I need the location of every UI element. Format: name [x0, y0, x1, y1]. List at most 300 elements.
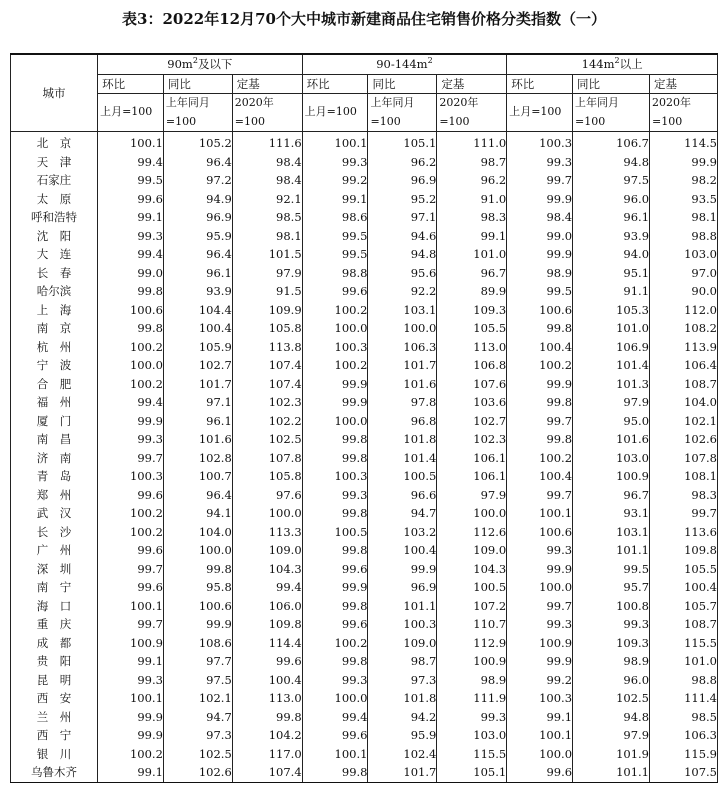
index-value: 100.3 [507, 132, 573, 153]
index-value: 99.8 [98, 319, 164, 338]
index-value: 100.3 [98, 467, 164, 486]
index-value: 96.2 [437, 171, 507, 190]
index-value: 107.8 [232, 449, 302, 468]
header-base-last-month: 上月=100 [98, 94, 164, 132]
index-value: 100.0 [302, 412, 368, 431]
index-value: 99.3 [98, 671, 164, 690]
index-value: 100.1 [98, 132, 164, 153]
header-group-over-144: $144m^2$以上 [507, 54, 718, 74]
index-value: 99.4 [98, 393, 164, 412]
index-value: 106.1 [437, 467, 507, 486]
index-value: 106.1 [437, 449, 507, 468]
index-value: 98.9 [573, 652, 650, 671]
index-value: 99.8 [302, 430, 368, 449]
city-name: 成 都 [11, 634, 98, 653]
index-value: 96.4 [163, 153, 232, 172]
index-value: 97.9 [573, 726, 650, 745]
index-value: 99.0 [98, 264, 164, 283]
table-row [11, 726, 718, 745]
city-name: 广 州 [11, 541, 98, 560]
header-yoy: 同比 [573, 74, 650, 94]
header-base-last-year: 上年同月=100 [573, 94, 650, 132]
index-value: 107.5 [650, 763, 718, 782]
index-value: 97.6 [232, 486, 302, 505]
index-value: 102.1 [163, 689, 232, 708]
index-value: 99.9 [368, 560, 437, 579]
index-value: 106.3 [650, 726, 718, 745]
index-value: 95.9 [368, 726, 437, 745]
index-value: 106.3 [368, 338, 437, 357]
header-base-last-month: 上月=100 [302, 94, 368, 132]
index-value: 113.0 [437, 338, 507, 357]
index-value: 94.7 [163, 708, 232, 727]
index-value: 100.4 [507, 467, 573, 486]
index-value: 101.6 [163, 430, 232, 449]
index-value: 99.9 [507, 375, 573, 394]
table-row [11, 745, 718, 764]
index-value: 102.4 [368, 745, 437, 764]
index-value: 113.9 [650, 338, 718, 357]
city-name: 厦 门 [11, 412, 98, 431]
index-value: 100.1 [507, 504, 573, 523]
index-value: 109.3 [437, 301, 507, 320]
index-value: 101.7 [368, 356, 437, 375]
index-value: 113.0 [232, 689, 302, 708]
index-value: 99.6 [98, 486, 164, 505]
index-value: 100.6 [163, 597, 232, 616]
index-value: 100.0 [437, 504, 507, 523]
index-value: 113.3 [232, 523, 302, 542]
index-value: 94.8 [573, 708, 650, 727]
index-value: 99.9 [302, 578, 368, 597]
index-value: 103.0 [573, 449, 650, 468]
header-fixed-base: 定基 [650, 74, 718, 94]
index-value: 96.1 [573, 208, 650, 227]
index-value: 106.7 [573, 132, 650, 153]
index-value: 111.6 [232, 132, 302, 153]
index-value: 111.9 [437, 689, 507, 708]
index-value: 109.0 [437, 541, 507, 560]
index-value: 93.9 [163, 282, 232, 301]
index-value: 99.1 [98, 208, 164, 227]
city-name: 石家庄 [11, 171, 98, 190]
index-value: 100.9 [98, 634, 164, 653]
index-value: 99.9 [507, 560, 573, 579]
index-value: 91.5 [232, 282, 302, 301]
index-value: 96.9 [368, 578, 437, 597]
index-value: 94.9 [163, 190, 232, 209]
index-value: 103.0 [650, 245, 718, 264]
index-value: 100.4 [232, 671, 302, 690]
index-value: 96.7 [437, 264, 507, 283]
city-name: 银 川 [11, 745, 98, 764]
index-value: 113.8 [232, 338, 302, 357]
index-value: 100.2 [302, 356, 368, 375]
table-row [11, 338, 718, 357]
table-row [11, 264, 718, 283]
index-value: 101.0 [437, 245, 507, 264]
index-value: 97.3 [163, 726, 232, 745]
index-value: 97.5 [573, 171, 650, 190]
index-value: 101.5 [232, 245, 302, 264]
index-value: 103.1 [573, 523, 650, 542]
index-value: 106.0 [232, 597, 302, 616]
index-value: 100.2 [507, 356, 573, 375]
index-value: 100.2 [98, 504, 164, 523]
header-base-2020: 2020年=100 [437, 94, 507, 132]
index-value: 105.8 [232, 467, 302, 486]
table-row [11, 227, 718, 246]
index-value: 98.3 [437, 208, 507, 227]
city-name: 北 京 [11, 132, 98, 153]
index-value: 100.0 [302, 319, 368, 338]
index-value: 94.8 [368, 245, 437, 264]
header-yoy: 同比 [368, 74, 437, 94]
table-row [11, 393, 718, 412]
city-name: 郑 州 [11, 486, 98, 505]
index-value: 98.5 [650, 708, 718, 727]
index-value: 109.8 [232, 615, 302, 634]
index-value: 110.7 [437, 615, 507, 634]
index-value: 117.0 [232, 745, 302, 764]
city-name: 昆 明 [11, 671, 98, 690]
index-value: 114.4 [232, 634, 302, 653]
index-value: 100.3 [302, 338, 368, 357]
index-value: 99.8 [302, 763, 368, 782]
index-value: 97.3 [368, 671, 437, 690]
city-name: 济 南 [11, 449, 98, 468]
index-value: 98.4 [232, 171, 302, 190]
index-value: 93.1 [573, 504, 650, 523]
index-value: 93.9 [573, 227, 650, 246]
table-row [11, 708, 718, 727]
index-value: 94.2 [368, 708, 437, 727]
header-city: 城市 [11, 54, 98, 132]
index-value: 99.5 [302, 245, 368, 264]
index-value: 99.8 [232, 708, 302, 727]
index-value: 102.3 [437, 430, 507, 449]
index-value: 100.2 [302, 634, 368, 653]
table-row [11, 171, 718, 190]
index-value: 99.9 [302, 375, 368, 394]
table-row [11, 356, 718, 375]
index-value: 100.9 [573, 467, 650, 486]
index-value: 97.1 [163, 393, 232, 412]
index-value: 96.6 [368, 486, 437, 505]
index-value: 98.6 [302, 208, 368, 227]
index-value: 97.5 [163, 671, 232, 690]
index-value: 107.2 [437, 597, 507, 616]
index-value: 89.9 [437, 282, 507, 301]
city-name: 兰 州 [11, 708, 98, 727]
header-group-under-90: $90m^2$及以下 [98, 54, 303, 74]
city-name: 重 庆 [11, 615, 98, 634]
index-value: 98.8 [302, 264, 368, 283]
city-name: 长 沙 [11, 523, 98, 542]
index-value: 102.3 [232, 393, 302, 412]
index-value: 96.4 [163, 486, 232, 505]
index-value: 99.3 [573, 615, 650, 634]
index-value: 101.7 [368, 763, 437, 782]
index-value: 99.3 [507, 615, 573, 634]
index-value: 105.9 [163, 338, 232, 357]
index-value: 104.3 [232, 560, 302, 579]
table-row [11, 615, 718, 634]
city-name: 杭 州 [11, 338, 98, 357]
index-value: 99.8 [163, 560, 232, 579]
index-value: 99.4 [232, 578, 302, 597]
index-value: 109.3 [573, 634, 650, 653]
index-value: 99.4 [98, 153, 164, 172]
index-value: 95.7 [573, 578, 650, 597]
index-value: 97.2 [163, 171, 232, 190]
city-name: 长 春 [11, 264, 98, 283]
index-value: 98.4 [507, 208, 573, 227]
index-value: 99.5 [302, 227, 368, 246]
index-value: 96.8 [368, 412, 437, 431]
index-value: 98.8 [650, 671, 718, 690]
index-value: 101.6 [573, 430, 650, 449]
table-row [11, 597, 718, 616]
index-value: 99.6 [98, 190, 164, 209]
index-value: 100.3 [507, 689, 573, 708]
index-value: 99.4 [302, 708, 368, 727]
index-value: 99.6 [302, 282, 368, 301]
header-mom: 环比 [98, 74, 164, 94]
index-value: 99.8 [507, 393, 573, 412]
index-value: 109.0 [368, 634, 437, 653]
index-value: 102.6 [163, 763, 232, 782]
city-name: 南 京 [11, 319, 98, 338]
index-value: 100.5 [302, 523, 368, 542]
table-row [11, 689, 718, 708]
index-value: 107.4 [232, 763, 302, 782]
index-value: 96.9 [163, 208, 232, 227]
index-value: 102.5 [163, 745, 232, 764]
city-name: 上 海 [11, 301, 98, 320]
city-name: 武 汉 [11, 504, 98, 523]
index-value: 99.7 [507, 171, 573, 190]
index-value: 92.1 [232, 190, 302, 209]
table-row [11, 449, 718, 468]
city-name: 贵 阳 [11, 652, 98, 671]
index-value: 105.5 [650, 560, 718, 579]
index-value: 100.0 [232, 504, 302, 523]
index-value: 99.6 [302, 726, 368, 745]
header-yoy: 同比 [163, 74, 232, 94]
table-row [11, 541, 718, 560]
index-value: 115.9 [650, 745, 718, 764]
city-name: 南 宁 [11, 578, 98, 597]
index-value: 97.9 [232, 264, 302, 283]
index-value: 99.9 [507, 652, 573, 671]
index-value: 99.3 [507, 153, 573, 172]
table-row [11, 671, 718, 690]
header-fixed-base: 定基 [232, 74, 302, 94]
index-value: 104.0 [650, 393, 718, 412]
index-value: 99.9 [98, 726, 164, 745]
index-value: 99.8 [302, 449, 368, 468]
index-value: 94.7 [368, 504, 437, 523]
index-value: 90.0 [650, 282, 718, 301]
index-value: 98.1 [650, 208, 718, 227]
index-value: 99.3 [437, 708, 507, 727]
index-value: 100.4 [163, 319, 232, 338]
table-row [11, 430, 718, 449]
index-value: 103.0 [437, 726, 507, 745]
index-value: 99.9 [302, 393, 368, 412]
table-body [11, 132, 718, 783]
index-value: 100.1 [507, 726, 573, 745]
city-name: 太 原 [11, 190, 98, 209]
header-base-last-year: 上年同月=100 [163, 94, 232, 132]
index-value: 97.7 [163, 652, 232, 671]
index-value: 98.5 [232, 208, 302, 227]
index-value: 107.4 [232, 356, 302, 375]
index-value: 100.0 [507, 578, 573, 597]
table-row [11, 375, 718, 394]
index-value: 100.0 [98, 356, 164, 375]
index-value: 100.5 [437, 578, 507, 597]
header-fixed-base: 定基 [437, 74, 507, 94]
index-value: 99.1 [302, 190, 368, 209]
index-value: 96.4 [163, 245, 232, 264]
city-name: 天 津 [11, 153, 98, 172]
city-name: 乌鲁木齐 [11, 763, 98, 782]
index-value: 105.3 [573, 301, 650, 320]
table-row [11, 132, 718, 153]
index-value: 107.4 [232, 375, 302, 394]
index-value: 94.6 [368, 227, 437, 246]
index-value: 100.9 [507, 634, 573, 653]
index-value: 101.8 [368, 430, 437, 449]
index-value: 98.4 [232, 153, 302, 172]
index-value: 97.9 [437, 486, 507, 505]
price-index-table [10, 53, 718, 783]
index-value: 96.0 [573, 671, 650, 690]
city-name: 宁 波 [11, 356, 98, 375]
index-value: 99.7 [98, 560, 164, 579]
index-value: 100.4 [368, 541, 437, 560]
index-value: 108.7 [650, 615, 718, 634]
index-value: 99.6 [232, 652, 302, 671]
index-value: 95.8 [163, 578, 232, 597]
index-value: 94.8 [573, 153, 650, 172]
index-value: 99.6 [507, 763, 573, 782]
index-value: 104.0 [163, 523, 232, 542]
header-mom: 环比 [302, 74, 368, 94]
header-base-2020: 2020年=100 [650, 94, 718, 132]
table-row [11, 763, 718, 782]
index-value: 100.2 [98, 338, 164, 357]
index-value: 98.9 [437, 671, 507, 690]
index-value: 99.1 [98, 652, 164, 671]
header-base-last-month: 上月=100 [507, 94, 573, 132]
index-value: 95.1 [573, 264, 650, 283]
index-value: 103.2 [368, 523, 437, 542]
header-mom: 环比 [507, 74, 573, 94]
index-value: 100.2 [98, 375, 164, 394]
index-value: 104.4 [163, 301, 232, 320]
city-name: 呼和浩特 [11, 208, 98, 227]
index-value: 100.2 [302, 301, 368, 320]
index-value: 92.2 [368, 282, 437, 301]
index-value: 96.1 [163, 412, 232, 431]
index-value: 98.2 [650, 171, 718, 190]
index-value: 108.2 [650, 319, 718, 338]
index-value: 97.1 [368, 208, 437, 227]
index-value: 99.7 [650, 504, 718, 523]
index-value: 111.0 [437, 132, 507, 153]
table-row [11, 578, 718, 597]
index-value: 100.9 [437, 652, 507, 671]
index-value: 99.9 [98, 708, 164, 727]
index-value: 100.4 [650, 578, 718, 597]
index-value: 99.9 [650, 153, 718, 172]
index-value: 99.9 [98, 412, 164, 431]
table-row [11, 282, 718, 301]
table-row [11, 652, 718, 671]
index-value: 99.8 [98, 282, 164, 301]
city-name: 哈尔滨 [11, 282, 98, 301]
header-base-2020: 2020年=100 [232, 94, 302, 132]
index-value: 99.3 [98, 227, 164, 246]
index-value: 99.8 [507, 319, 573, 338]
index-value: 101.1 [573, 541, 650, 560]
index-value: 99.8 [302, 652, 368, 671]
index-value: 100.3 [302, 467, 368, 486]
index-value: 101.3 [573, 375, 650, 394]
table-row [11, 190, 718, 209]
city-name: 合 肥 [11, 375, 98, 394]
index-value: 100.6 [507, 301, 573, 320]
index-value: 102.5 [573, 689, 650, 708]
index-value: 96.0 [573, 190, 650, 209]
index-value: 95.6 [368, 264, 437, 283]
city-name: 海 口 [11, 597, 98, 616]
index-value: 101.8 [368, 689, 437, 708]
index-value: 108.7 [650, 375, 718, 394]
index-value: 98.3 [650, 486, 718, 505]
index-value: 108.1 [650, 467, 718, 486]
index-value: 95.2 [368, 190, 437, 209]
table-row [11, 634, 718, 653]
index-value: 102.5 [232, 430, 302, 449]
table-row [11, 245, 718, 264]
index-value: 99.3 [98, 430, 164, 449]
index-value: 99.6 [98, 578, 164, 597]
index-value: 98.1 [232, 227, 302, 246]
index-value: 97.8 [368, 393, 437, 412]
index-value: 99.7 [507, 597, 573, 616]
city-name: 大 连 [11, 245, 98, 264]
index-value: 99.3 [302, 671, 368, 690]
index-value: 99.9 [507, 245, 573, 264]
index-value: 99.3 [302, 486, 368, 505]
index-value: 113.6 [650, 523, 718, 542]
index-value: 98.9 [507, 264, 573, 283]
index-value: 99.1 [437, 227, 507, 246]
index-value: 99.7 [507, 412, 573, 431]
table-row [11, 319, 718, 338]
index-value: 99.3 [302, 153, 368, 172]
table-row [11, 504, 718, 523]
index-value: 101.9 [573, 745, 650, 764]
index-value: 95.0 [573, 412, 650, 431]
city-name: 沈 阳 [11, 227, 98, 246]
index-value: 103.6 [437, 393, 507, 412]
index-value: 98.7 [368, 652, 437, 671]
